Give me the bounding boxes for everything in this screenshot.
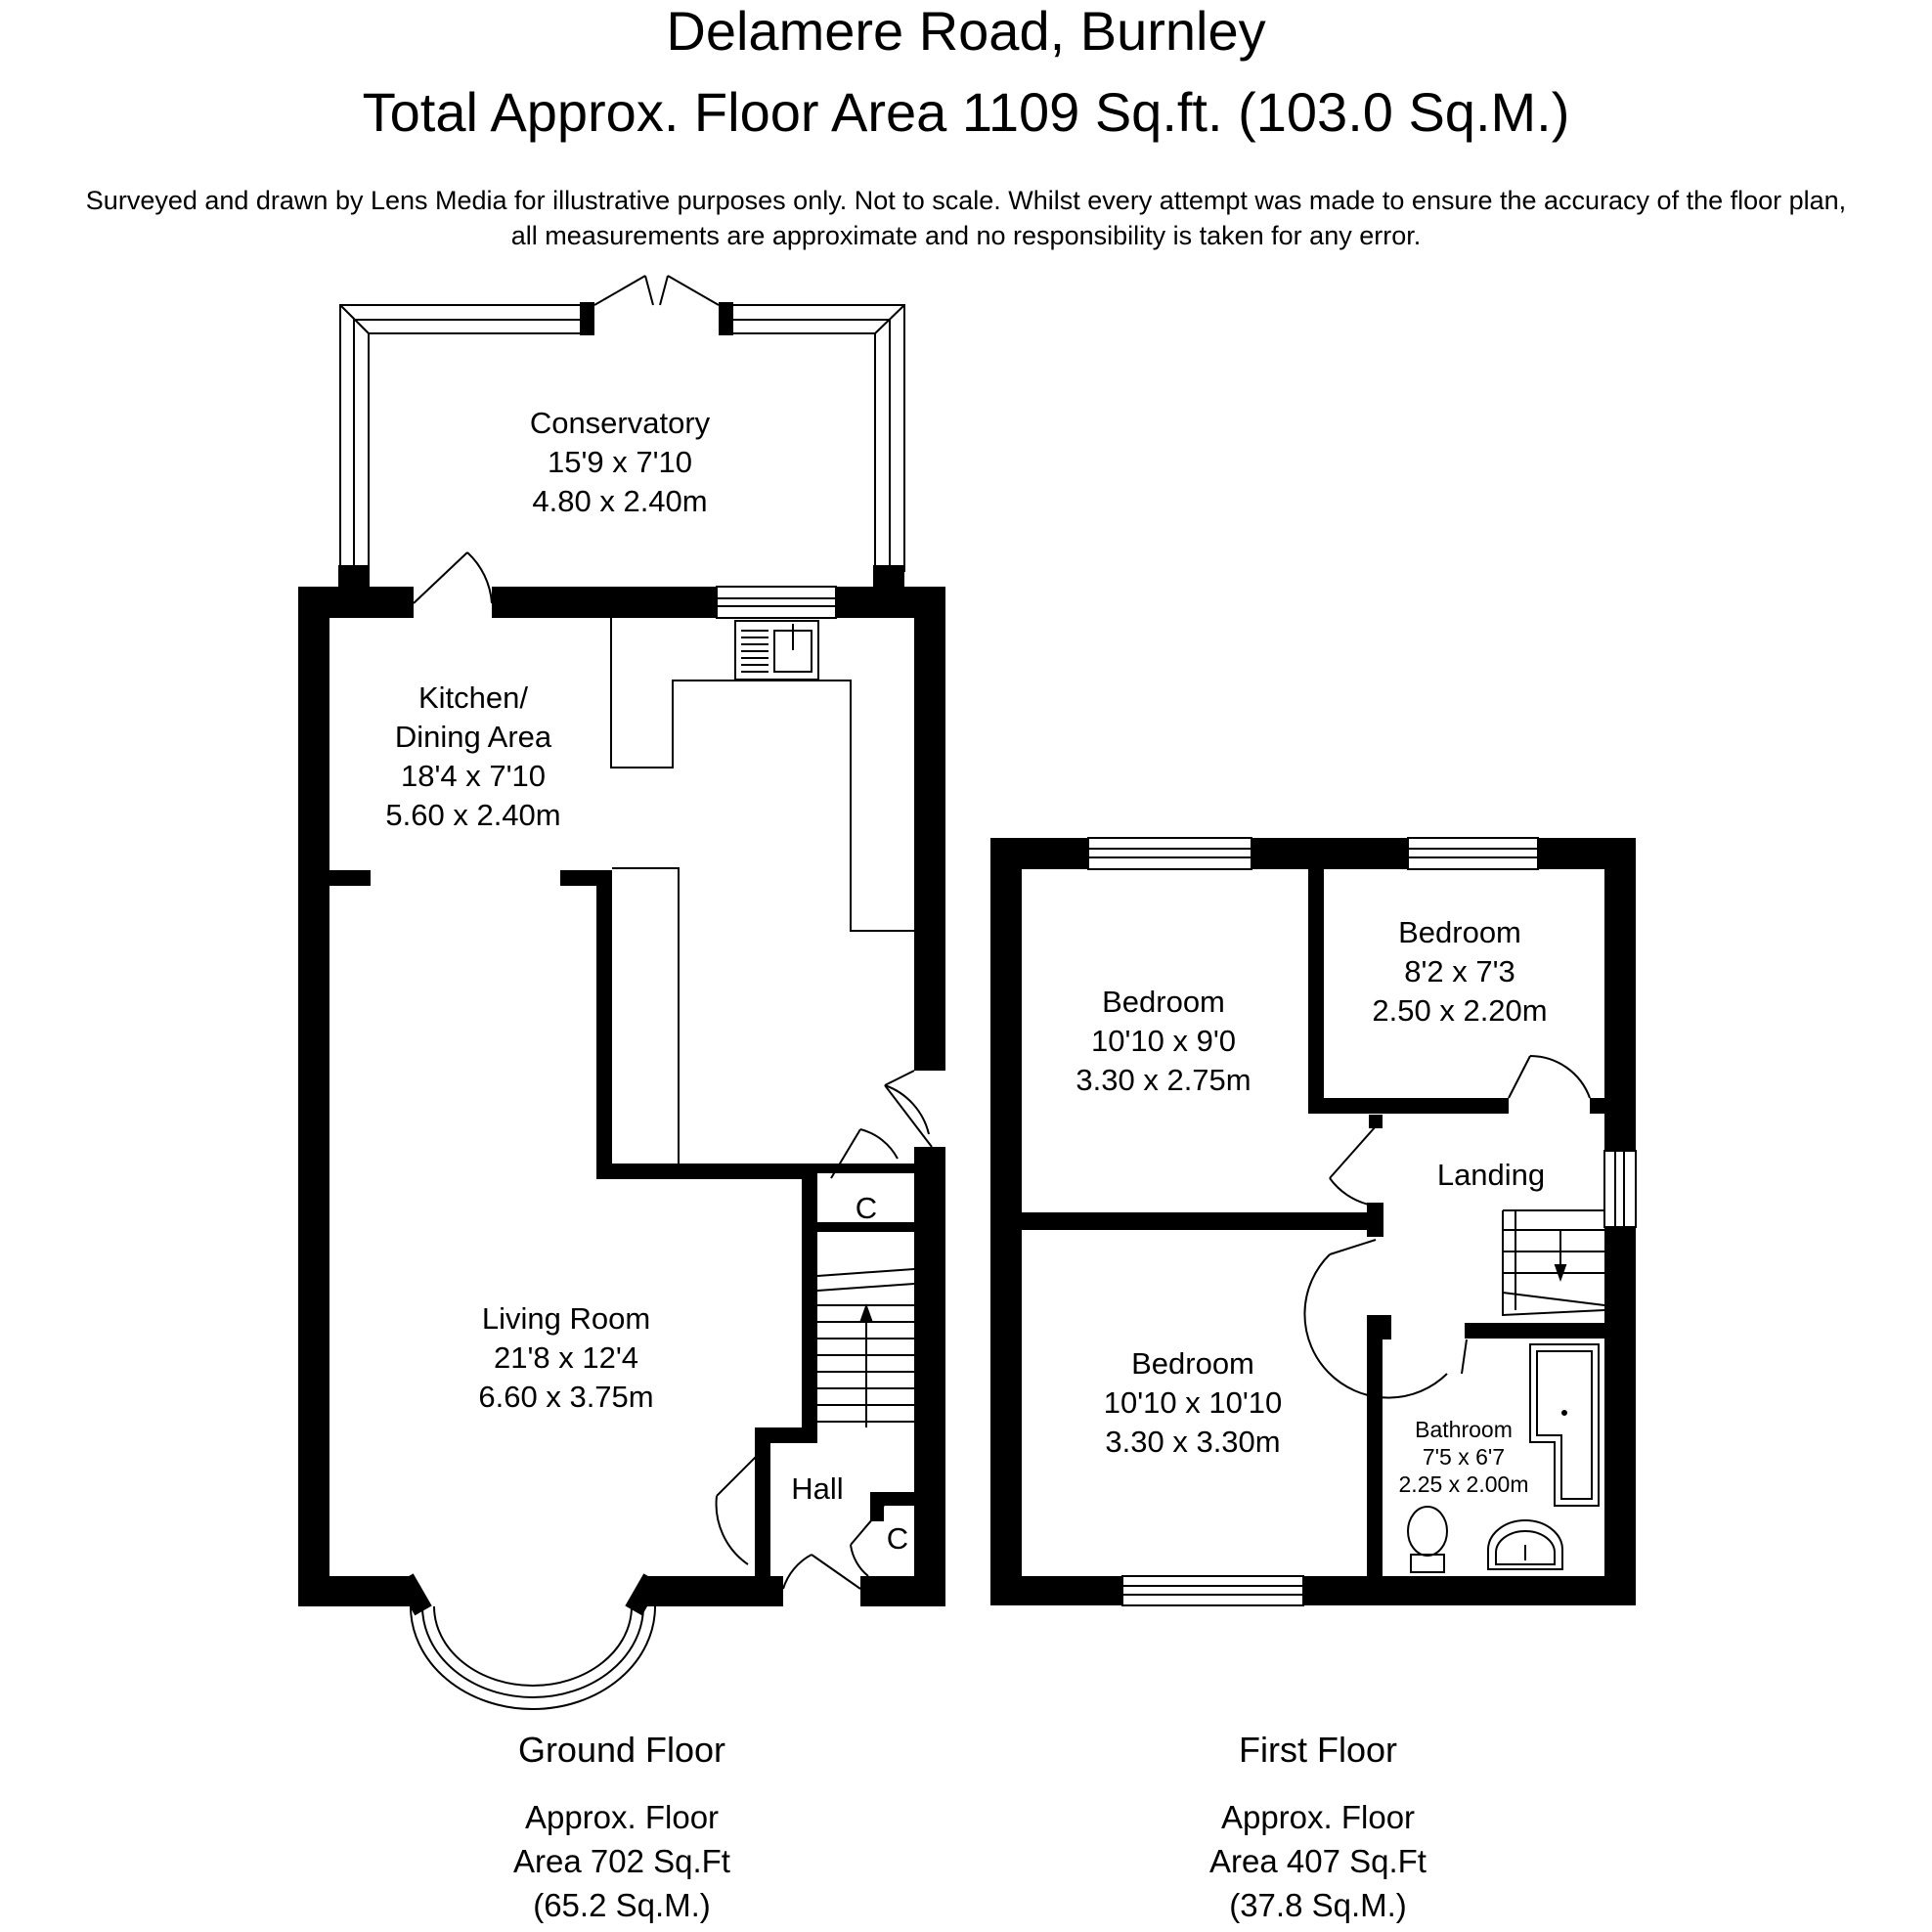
- ground-floor-stairs: [817, 1269, 914, 1427]
- landing-label: Landing: [1436, 1158, 1546, 1192]
- bedroom-3-imperial: 10'10 x 10'10: [1103, 1385, 1283, 1420]
- living-room-bay-window: [396, 1573, 660, 1709]
- bedroom-1-name: Bedroom: [1102, 985, 1225, 1019]
- basin-icon: [1488, 1520, 1562, 1569]
- disclaimer-line-2: all measurements are approximate and no responsibility is taken for any error.: [510, 221, 1422, 250]
- first-floor-footer: [1209, 1730, 1427, 1923]
- conservatory-pier-left: [338, 565, 370, 589]
- bathroom-imperial: 7'5 x 6'7: [1422, 1444, 1506, 1470]
- bedroom-3-metric: 3.30 x 3.30m: [1105, 1425, 1281, 1459]
- bedroom-2-metric: 2.50 x 2.20m: [1372, 993, 1548, 1028]
- bathroom-metric: 2.25 x 2.00m: [1398, 1471, 1529, 1497]
- ground-floor-area-line3: (65.2 Sq.M.): [533, 1887, 711, 1923]
- kitchen-name-line1: Kitchen/: [417, 681, 529, 715]
- first-floor-stairs: [1503, 1210, 1604, 1315]
- bathroom-name: Bathroom: [1415, 1417, 1513, 1442]
- first-floor-walls: [990, 838, 1636, 1605]
- bedroom-3-name: Bedroom: [1131, 1346, 1254, 1381]
- living-room-imperial: 21'8 x 12'4: [493, 1340, 639, 1375]
- kitchen-worktops: [611, 618, 914, 1164]
- disclaimer-line-1: Surveyed and drawn by Lens Media for illustrative purposes only. Not to scale. Whilst every attempt was made to ensure the accuracy of the floor plan,: [85, 186, 1847, 215]
- conservatory-label: [530, 406, 711, 518]
- ground-floor-name: Ground Floor: [517, 1730, 726, 1770]
- first-floor-plan: [990, 838, 1636, 1605]
- ground-floor-footer: [513, 1730, 730, 1923]
- toilet-icon: [1408, 1507, 1447, 1572]
- ground-floor-plan: [298, 276, 945, 1709]
- bath-icon: [1530, 1344, 1599, 1506]
- bedroom-1-metric: 3.30 x 2.75m: [1076, 1063, 1251, 1097]
- plan-title: Delamere Road, Burnley: [666, 0, 1266, 62]
- bedroom-2-label: [1372, 915, 1547, 1028]
- conservatory-pier-right: [873, 565, 904, 589]
- first-floor-area-line1: Approx. Floor: [1220, 1799, 1416, 1835]
- kitchen-label: [385, 681, 560, 832]
- first-floor-area-line3: (37.8 Sq.M.): [1229, 1887, 1407, 1923]
- kitchen-window: [717, 587, 836, 618]
- cupboard-label-upper: C: [855, 1191, 878, 1225]
- conservatory-name: Conservatory: [529, 406, 711, 440]
- first-floor-area-line2: Area 407 Sq.Ft: [1209, 1843, 1427, 1879]
- living-room-label: [478, 1301, 653, 1414]
- bedroom-1-label: [1076, 985, 1251, 1097]
- kitchen-name-line2: Dining Area: [394, 720, 552, 754]
- first-floor-name: First Floor: [1239, 1730, 1397, 1770]
- total-floor-area: Total Approx. Floor Area 1109 Sq.ft. (103.0 Sq.M.): [362, 81, 1570, 143]
- kitchen-sink-icon: [735, 621, 818, 680]
- conservatory-french-door: [594, 276, 719, 305]
- conservatory-imperial: 15'9 x 7'10: [547, 445, 693, 479]
- conservatory-door-post-right: [719, 302, 733, 335]
- kitchen-imperial: 18'4 x 7'10: [400, 759, 547, 793]
- conservatory-door-post-left: [580, 302, 594, 335]
- cupboard-label-lower: C: [886, 1521, 909, 1556]
- hall-label: Hall: [791, 1471, 844, 1506]
- bedroom-2-name: Bedroom: [1398, 915, 1521, 949]
- living-room-metric: 6.60 x 3.75m: [478, 1380, 654, 1414]
- ground-floor-area-line2: Area 702 Sq.Ft: [513, 1843, 730, 1879]
- conservatory-metric: 4.80 x 2.40m: [532, 484, 708, 518]
- bedroom-3-label: [1104, 1346, 1283, 1459]
- ground-floor-area-line1: Approx. Floor: [524, 1799, 720, 1835]
- bathroom-label: [1399, 1417, 1529, 1497]
- living-room-name: Living Room: [481, 1301, 651, 1336]
- bedroom-1-imperial: 10'10 x 9'0: [1090, 1024, 1237, 1058]
- kitchen-metric: 5.60 x 2.40m: [385, 798, 561, 832]
- bedroom-2-imperial: 8'2 x 7'3: [1404, 954, 1515, 988]
